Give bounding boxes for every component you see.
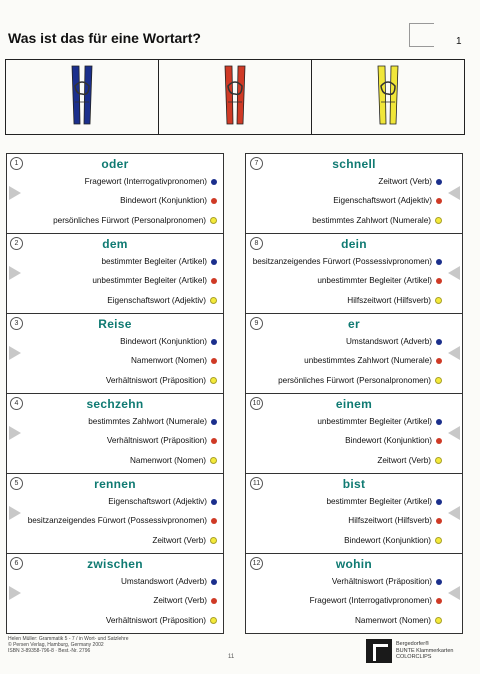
answer-option[interactable] <box>25 296 217 305</box>
answer-option[interactable] <box>251 417 442 426</box>
blue-dot-icon <box>436 259 442 265</box>
card-word: zwischen <box>87 557 143 571</box>
answer-option[interactable] <box>25 356 217 365</box>
grey-arrow-icon <box>9 346 21 360</box>
answer-options <box>251 252 442 310</box>
footer-center-mark: 11 <box>228 654 235 660</box>
answer-option[interactable] <box>25 456 217 465</box>
yellow-dot-icon <box>435 377 442 384</box>
word-card <box>6 233 224 313</box>
word-card <box>245 473 463 553</box>
grey-arrow-icon <box>9 266 21 280</box>
cards-column-right <box>245 153 463 634</box>
word-card <box>245 233 463 313</box>
answer-option-label: bestimmter Begleiter (Artikel) <box>101 257 207 267</box>
answer-option[interactable] <box>25 516 217 525</box>
card-word: einem <box>335 397 373 411</box>
answer-option-label: Bindewort (Konjunktion) <box>120 196 207 206</box>
footer-brand <box>396 641 453 661</box>
answer-option[interactable] <box>25 216 217 225</box>
red-dot-icon <box>436 518 442 524</box>
grey-arrow-icon <box>448 586 460 600</box>
card-number: 10 <box>250 397 263 410</box>
card-number: 4 <box>10 397 23 410</box>
card-word: rennen <box>94 477 136 491</box>
answer-option-label: Verhältniswort (Präposition) <box>106 436 207 446</box>
blue-dot-icon <box>436 339 442 345</box>
answer-option-label: bestimmter Begleiter (Artikel) <box>326 497 432 507</box>
yellow-dot-icon <box>210 377 217 384</box>
blue-dot-icon <box>436 579 442 585</box>
answer-option[interactable] <box>251 276 442 285</box>
answer-option-label: Umstandswort (Adverb) <box>346 337 432 347</box>
answer-options <box>251 332 442 390</box>
answer-option-label: Eigenschaftswort (Adjektiv) <box>107 295 206 305</box>
word-card <box>6 153 224 233</box>
answer-option[interactable] <box>251 436 442 445</box>
word-card <box>245 313 463 393</box>
answer-option-label: unbestimmtes Zahlwort (Numerale) <box>304 356 432 366</box>
yellow-dot-icon <box>435 297 442 304</box>
answer-option[interactable] <box>251 356 442 365</box>
answer-option-label: Verhältniswort (Präposition) <box>331 577 432 587</box>
answer-option[interactable] <box>251 456 442 465</box>
blue-dot-icon <box>211 579 217 585</box>
card-word: oder <box>101 157 129 171</box>
answer-option[interactable] <box>251 216 442 225</box>
answer-option-label: bestimmtes Zahlwort (Numerale) <box>88 417 207 427</box>
grey-arrow-icon <box>448 506 460 520</box>
grey-arrow-icon <box>9 586 21 600</box>
answer-option[interactable] <box>25 497 217 506</box>
answer-option[interactable] <box>25 196 217 205</box>
answer-option[interactable] <box>251 376 442 385</box>
cards-column-left <box>6 153 224 634</box>
blue-dot-icon <box>436 499 442 505</box>
card-word: bist <box>342 477 366 491</box>
grey-arrow-icon <box>448 426 460 440</box>
answer-option-label: Fragewort (Interrogativpronomen) <box>309 596 432 606</box>
yellow-dot-icon <box>435 537 442 544</box>
card-word: schnell <box>332 157 376 171</box>
page-corner-box <box>409 23 434 47</box>
answer-option[interactable] <box>251 596 442 605</box>
answer-options <box>251 172 442 230</box>
clip-legend <box>5 59 465 135</box>
answer-option-label: persönliches Fürwort (Personalpronomen) <box>53 215 206 225</box>
answer-option-label: Zeitwort (Verb) <box>378 177 432 187</box>
answer-option[interactable] <box>251 516 442 525</box>
brand-line: Bergedorfer® <box>396 641 430 647</box>
answer-option-label: Eigenschaftswort (Adjektiv) <box>108 497 207 507</box>
answer-option[interactable] <box>25 337 217 346</box>
word-card <box>6 553 224 634</box>
answer-option-label: Zeitwort (Verb) <box>152 535 206 545</box>
yellow-clothespin-icon <box>375 64 401 131</box>
blue-dot-icon <box>211 339 217 345</box>
blue-dot-icon <box>211 179 217 185</box>
answer-option-label: Bindewort (Konjunktion) <box>344 535 431 545</box>
yellow-dot-icon <box>210 297 217 304</box>
answer-option[interactable] <box>251 257 442 266</box>
yellow-dot-icon <box>210 537 217 544</box>
blue-clothespin-icon <box>69 64 95 131</box>
answer-option[interactable] <box>25 376 217 385</box>
red-dot-icon <box>436 598 442 604</box>
answer-option-label: unbestimmter Begleiter (Artikel) <box>317 276 432 286</box>
grey-arrow-icon <box>9 186 21 200</box>
card-word: sechzehn <box>86 397 144 411</box>
red-dot-icon <box>436 358 442 364</box>
answer-options <box>25 412 217 470</box>
answer-option-label: Bindewort (Konjunktion) <box>120 337 207 347</box>
answer-option-label: Zeitwort (Verb) <box>377 455 431 465</box>
yellow-dot-icon <box>210 217 217 224</box>
card-number: 11 <box>250 477 263 490</box>
word-card <box>245 553 463 634</box>
red-dot-icon <box>436 198 442 204</box>
answer-option-label: bestimmtes Zahlwort (Numerale) <box>312 215 431 225</box>
publisher-logo-icon <box>366 639 392 663</box>
grey-arrow-icon <box>9 506 21 520</box>
answer-option[interactable] <box>251 196 442 205</box>
answer-options <box>25 252 217 310</box>
answer-option-label: Bindewort (Konjunktion) <box>345 436 432 446</box>
grey-arrow-icon <box>448 266 460 280</box>
card-number: 8 <box>250 237 263 250</box>
answer-options <box>251 412 442 470</box>
grey-arrow-icon <box>448 346 460 360</box>
card-word: dem <box>102 237 128 251</box>
answer-option-label: besitzanzeigendes Fürwort (Possessivpronomen) <box>27 516 207 526</box>
answer-option-label: unbestimmter Begleiter (Artikel) <box>317 417 432 427</box>
answer-option-label: persönliches Fürwort (Personalpronomen) <box>278 375 431 385</box>
card-word: dein <box>341 237 367 251</box>
grey-arrow-icon <box>448 186 460 200</box>
answer-option[interactable] <box>25 596 217 605</box>
answer-option-label: Namenwort (Nomen) <box>355 615 431 625</box>
blue-dot-icon <box>211 419 217 425</box>
answer-option[interactable] <box>25 577 217 586</box>
yellow-dot-icon <box>435 617 442 624</box>
answer-option-label: Eigenschaftswort (Adjektiv) <box>333 196 432 206</box>
answer-option[interactable] <box>251 616 442 625</box>
answer-option[interactable] <box>25 436 217 445</box>
grey-arrow-icon <box>9 426 21 440</box>
red-dot-icon <box>211 518 217 524</box>
card-number: 9 <box>250 317 263 330</box>
clip-cell-blue <box>6 60 159 134</box>
answer-option-label: Fragewort (Interrogativpronomen) <box>84 177 207 187</box>
yellow-dot-icon <box>435 217 442 224</box>
answer-option[interactable] <box>25 276 217 285</box>
word-card <box>6 473 224 553</box>
answer-option-label: Umstandswort (Adverb) <box>121 577 207 587</box>
answer-option-label: besitzanzeigendes Fürwort (Possessivpronomen) <box>252 257 432 267</box>
answer-option[interactable] <box>251 296 442 305</box>
card-word: wohin <box>335 557 373 571</box>
red-dot-icon <box>436 278 442 284</box>
answer-options <box>25 332 217 390</box>
answer-option-label: Verhältniswort (Präposition) <box>105 615 206 625</box>
word-card <box>6 313 224 393</box>
answer-option[interactable] <box>251 177 442 186</box>
yellow-dot-icon <box>435 457 442 464</box>
answer-options <box>25 572 217 630</box>
card-word: Reise <box>98 317 132 331</box>
word-card <box>245 393 463 473</box>
footer-credits <box>8 636 129 655</box>
clip-cell-red <box>159 60 312 134</box>
page-number: 1 <box>456 36 462 47</box>
red-dot-icon <box>211 598 217 604</box>
footer-credit-line: Helen Müller: Grammatik 5 - 7 / in Wort- und Satzlehre <box>8 636 129 642</box>
answer-option[interactable] <box>25 417 217 426</box>
card-number: 7 <box>250 157 263 170</box>
yellow-dot-icon <box>210 617 217 624</box>
answer-options <box>25 492 217 550</box>
red-dot-icon <box>211 278 217 284</box>
answer-option-label: Namenwort (Nomen) <box>131 356 207 366</box>
answer-option[interactable] <box>25 257 217 266</box>
answer-option[interactable] <box>251 337 442 346</box>
blue-dot-icon <box>211 499 217 505</box>
word-card <box>245 153 463 233</box>
answer-option[interactable] <box>25 536 217 545</box>
answer-option-label: Verhältniswort (Präposition) <box>105 375 206 385</box>
card-number: 2 <box>10 237 23 250</box>
footer-credit-line: © Persen Verlag, Hamburg, Germany 2002 <box>8 642 104 649</box>
card-number: 3 <box>10 317 23 330</box>
answer-option-label: Namenwort (Nomen) <box>130 455 206 465</box>
blue-dot-icon <box>211 259 217 265</box>
card-number: 6 <box>10 557 23 570</box>
card-word: er <box>348 317 360 331</box>
blue-dot-icon <box>436 419 442 425</box>
answer-option-label: Hilfszeitwort (Hilfsverb) <box>347 295 431 305</box>
red-clothespin-icon <box>222 64 248 131</box>
answer-option[interactable] <box>251 577 442 586</box>
brand-line: COLORCLIPS <box>396 654 432 660</box>
answer-option-label: unbestimmter Begleiter (Artikel) <box>92 276 207 286</box>
red-dot-icon <box>211 438 217 444</box>
red-dot-icon <box>211 198 217 204</box>
footer-credit-line: ISBN 3-89358-796-8 · Best.-Nr. 2796 <box>8 648 91 655</box>
answer-options <box>25 172 217 230</box>
clip-cell-yellow <box>312 60 464 134</box>
answer-options <box>251 572 442 630</box>
answer-option-label: Hilfszeitwort (Hilfsverb) <box>348 516 432 526</box>
page-title: Was ist das für eine Wortart? <box>8 30 201 46</box>
answer-option-label: Zeitwort (Verb) <box>153 596 207 606</box>
yellow-dot-icon <box>210 457 217 464</box>
brand-line: BUNTE Klammerkarten <box>396 647 454 654</box>
red-dot-icon <box>211 358 217 364</box>
card-number: 5 <box>10 477 23 490</box>
answer-option[interactable] <box>25 616 217 625</box>
card-number: 12 <box>250 557 263 570</box>
red-dot-icon <box>436 438 442 444</box>
answer-option[interactable] <box>251 536 442 545</box>
word-card <box>6 393 224 473</box>
answer-options <box>251 492 442 550</box>
card-number: 1 <box>10 157 23 170</box>
answer-option[interactable] <box>25 177 217 186</box>
blue-dot-icon <box>436 179 442 185</box>
answer-option[interactable] <box>251 497 442 506</box>
